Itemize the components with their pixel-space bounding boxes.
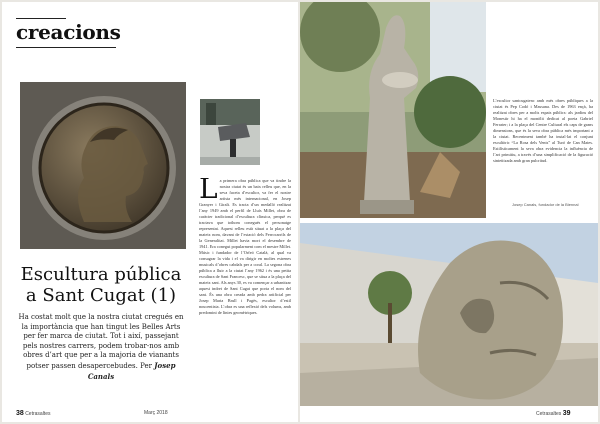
right-page-number: 39 bbox=[562, 410, 571, 417]
drop-cap: L bbox=[199, 178, 218, 205]
headline-line-1: Escultura pública bbox=[20, 264, 182, 285]
left-folio bbox=[16, 410, 50, 417]
section-rule-top bbox=[16, 18, 66, 19]
body-text-right: L’escultor santcugatenc amb més obres públiques a la ciutat és Pep Codó i Massana. Des de 1963 ençà, ha realitzat obres per a molts espais públics: als jardins del Monestir hi ha el monòlit dedicat al poeta Gabriel Ferrater; i a la plaça del Centre Cultural els caps de grans dimensions, que és la seva obra pública més important a la ciutat. Recentment també ha instal·lat el conjunt escultòric “La Rosa dels Vents” al Turó de Can Mates. Estilísticament la seva obra evidencia la influència de l’art primitiu, a través d’una simplificació de la figuració sintetitzada amb gran pulcritud. bbox=[493, 98, 593, 163]
photo-caption: Josep Canals, fundador de la Biennal bbox=[512, 202, 579, 207]
section-title: creacions bbox=[16, 20, 121, 44]
headline bbox=[16, 264, 186, 306]
left-page bbox=[2, 2, 298, 422]
headline-line-2: a Sant Cugat (1) bbox=[25, 285, 177, 306]
right-page bbox=[300, 2, 598, 422]
body-column-main bbox=[199, 178, 291, 392]
stone-head-sculpture-photo bbox=[300, 223, 598, 406]
medallion-photo bbox=[20, 82, 186, 249]
statue-photo bbox=[300, 2, 486, 218]
issue-date: Març 2018 bbox=[144, 410, 168, 416]
left-page-number: 38 bbox=[16, 410, 24, 417]
byline-name: Josep Canals bbox=[87, 360, 176, 381]
body-column-right bbox=[493, 98, 593, 194]
byline-prefix: Per bbox=[140, 361, 152, 370]
standfirst-text: Ha costat molt que la nostra ciutat cregués en la importància que han tingut les Belles Arts per fer marca de ciutat. Tot i així, passejant pels nostres carrers, podem trobar-nos amb obres d’art que per a la majoria de vianants potser passen desapercebudes. bbox=[18, 313, 184, 370]
plaque-photo bbox=[200, 99, 260, 165]
right-magazine-name: Cetrasaltes bbox=[536, 411, 562, 417]
left-magazine-name: Cetrasaltes bbox=[25, 411, 51, 417]
body-text-main: a primera obra pública que va tindre la nostra ciutat és un baix relleu que, en la seva faceta d’escultor, va fer el nostre artista més internacional, en Josep Granyer i Giralt. Es tracta d’un medalló realitzat l’any 1949 amb el perfil de Lluís Millet, obra de caràcter tradicional d’escultura clàssica, perquè es tractava que tothom conegués el personatge representat. Aquest relleu està situat a la plaça del mateix nom, davant de l’estació dels Ferrocarrils de la Generalitat. Millet havia mort el desembre de 1941. Era conegut popularment com el mestre Millet. Músic i fundador de l’Orfeó Català, al qual va consagrar la vida i el va dirigir en moltes estrenes musicals d’obres cabdals per a coral. La segona obra pública a lluir a la ciutat l’any 1962 i és una petita escultura de Sant Francesc, que se situa a la plaça del mateix sant. Als anys 30, es va començar a urbanitzar aquest indret de Sant Cugat que porta el nom del sant. És una obra creada amb pedra artificial per Josep Maria Brull i Pagès, escultor d’estil noucentista. L’obra es una reflexió dels volums, amb predomini de línies geomètriques. bbox=[199, 178, 291, 315]
section-rule-bottom bbox=[16, 47, 116, 48]
right-folio bbox=[536, 410, 570, 417]
standfirst bbox=[16, 313, 186, 382]
